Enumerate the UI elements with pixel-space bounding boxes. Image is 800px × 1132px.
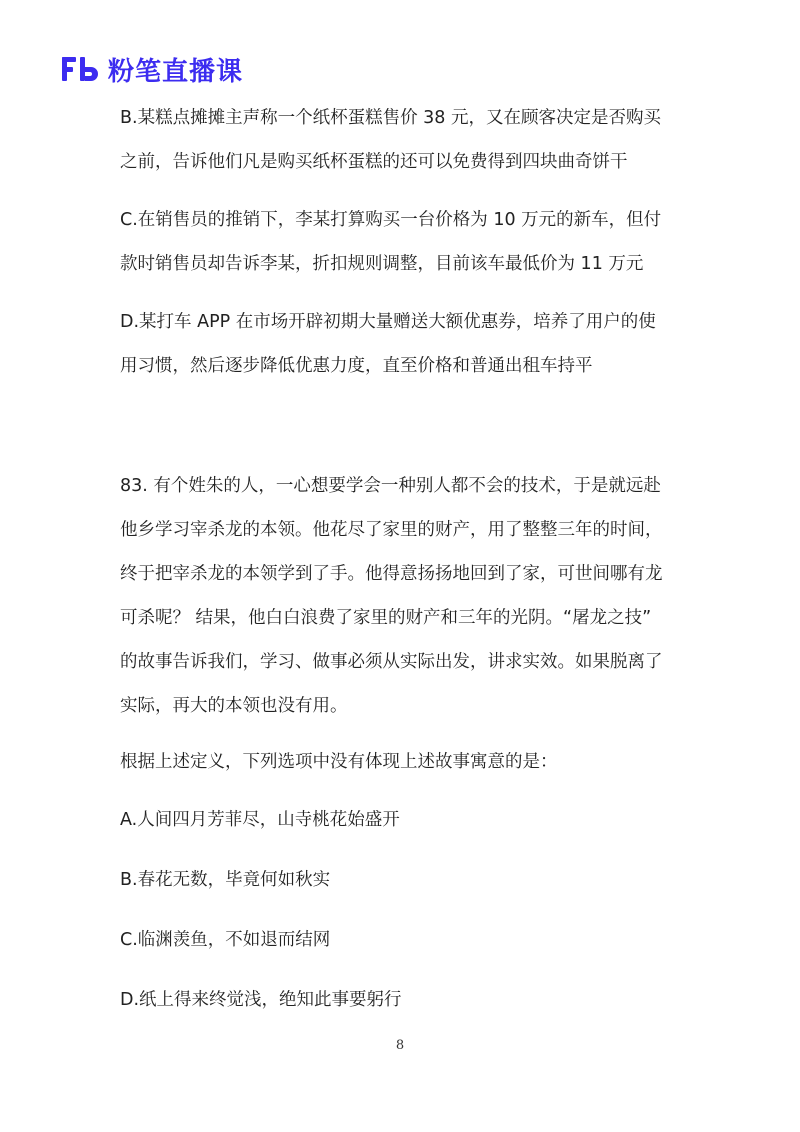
brand-name: 粉笔直播课	[108, 56, 244, 87]
q83-stem-line1: 83. 有个姓朱的人，一心想要学会一种别人都不会的技术，于是就远赴	[120, 476, 661, 496]
q82-option-b-line2: 之前，告诉他们凡是购买纸杯蛋糕的还可以免费得到四块曲奇饼干	[120, 152, 628, 172]
q83-option-d: D.纸上得来终觉浅，绝知此事要躬行	[120, 990, 402, 1010]
q83-question: 根据上述定义，下列选项中没有体现上述故事寓意的是：	[120, 752, 558, 772]
q82-option-c-line2: 款时销售员却告诉李某，折扣规则调整，目前该车最低价为 11 万元	[120, 254, 644, 274]
header	[60, 52, 243, 86]
q82-option-b-line1: B.某糕点摊摊主声称一个纸杯蛋糕售价 38 元，又在顾客决定是否购买	[120, 108, 661, 128]
q83-option-c: C.临渊羡鱼，不如退而结网	[120, 930, 331, 950]
q82-option-d-line2: 用习惯，然后逐步降低优惠力度，直至价格和普通出租车持平	[120, 356, 593, 376]
fenbi-logo-icon	[60, 54, 100, 84]
q83-stem-line3: 终于把宰杀龙的本领学到了手。他得意扬扬地回到了家，可世间哪有龙	[120, 564, 663, 584]
q83-stem-line6: 实际，再大的本领也没有用。	[120, 696, 348, 716]
q82-option-d-line1: D.某打车 APP 在市场开辟初期大量赠送大额优惠券，培养了用户的使	[120, 312, 656, 332]
q83-option-a: A.人间四月芳菲尽，山寺桃花始盛开	[120, 810, 400, 830]
q83-option-b: B.春花无数，毕竟何如秋实	[120, 870, 331, 890]
q83-stem-line2: 他乡学习宰杀龙的本领。他花尽了家里的财产，用了整整三年的时间，	[120, 520, 663, 540]
q83-stem-line4: 可杀呢？ 结果，他白白浪费了家里的财产和三年的光阴。“屠龙之技”	[120, 608, 652, 628]
page-number: 8	[395, 1038, 405, 1053]
q82-option-c-line1: C.在销售员的推销下，李某打算购买一台价格为 10 万元的新车，但付	[120, 210, 662, 230]
q83-stem-line5: 的故事告诉我们，学习、做事必须从实际出发，讲求实效。如果脱离了	[120, 652, 663, 672]
